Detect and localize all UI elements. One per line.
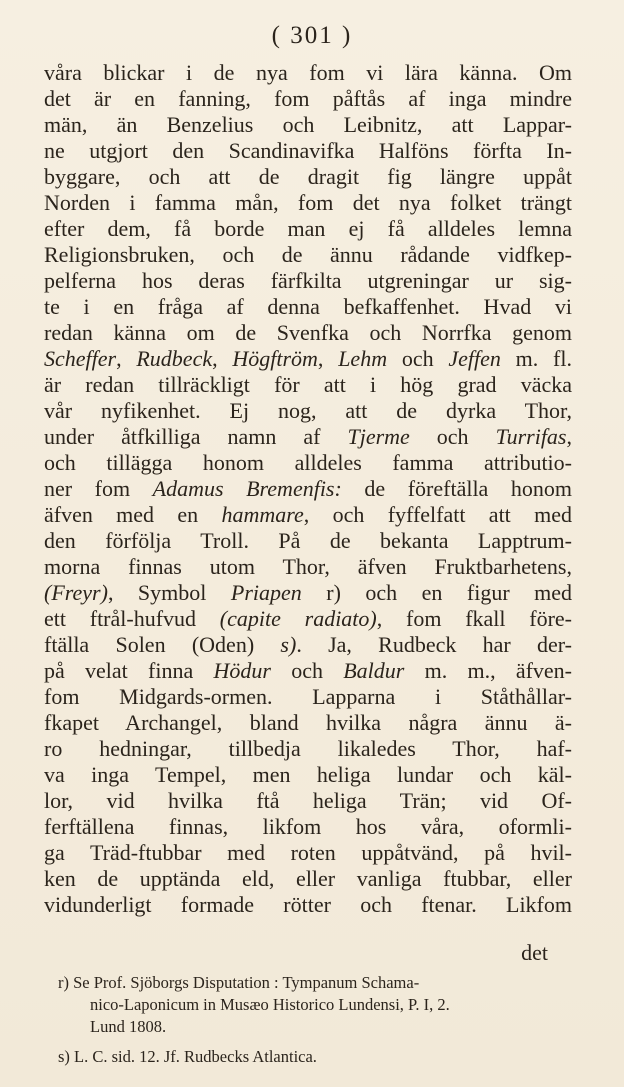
page-number: ( 301 )	[271, 22, 353, 49]
text-line: ro hedningar, tillbedja likaledes Thor, haf-	[44, 736, 572, 761]
text-line: va inga Tempel, men heliga lundar och käl-	[44, 762, 572, 787]
text-line: ga Träd-ftubbar med roten uppåtvänd, på hvil-	[44, 840, 572, 865]
footnote-r-cont: nico-Laponicum in Musæo Historico Lundensi, P. I, 2.	[90, 995, 450, 1014]
text-line: (Freyr), Symbol Priapen r) och en figur med	[44, 580, 572, 605]
text-line: den förfölja Troll. På de bekanta Lapptrum-	[44, 528, 572, 553]
author-name: Jeffen	[448, 346, 501, 371]
text-line: fom Midgards-ormen. Lapparna i Ståthållar-	[44, 684, 572, 709]
text-line: ner fom Adamus Bremenfis: de föreftälla honom	[44, 476, 572, 501]
italic-term: Baldur	[343, 658, 405, 683]
catchword: det	[521, 940, 548, 965]
text-line: pelferna hos deras färfkilta utgreningar ur sig-	[44, 268, 572, 293]
italic-term: (capite radiato)	[219, 606, 377, 631]
italic-term: Turrifas	[495, 424, 567, 449]
text-line-authors: Scheffer, Rudbeck, Högftröm, Lehm och Jeffen m. fl.	[44, 346, 572, 371]
italic-term: Tjerme	[347, 424, 410, 449]
footnote-r: r) Se Prof. Sjöborgs Disputation : Tympanum Schama-	[58, 973, 420, 992]
text-line: ne utgjort den Scandinavifka Halföns förfta In-	[44, 138, 572, 163]
author-name: Högftröm	[232, 346, 318, 371]
text-line: fkapet Archangel, bland hvilka några ännu ä-	[44, 710, 572, 735]
text-line: ken de upptända eld, eller vanliga ftubbar, eller	[44, 866, 572, 891]
text-line: det är en fanning, fom påftås af inga mindre	[44, 86, 572, 111]
italic-term: Hödur	[213, 658, 271, 683]
italic-term: (Freyr)	[44, 580, 108, 605]
text-line: byggare, och att de dragit fig längre uppåt	[44, 164, 572, 189]
text-line: män, än Benzelius och Leibnitz, att Lappar-	[44, 112, 572, 137]
text-line: ferftällena finnas, likfom hos våra, oformli-	[44, 814, 572, 839]
text-line: redan känna om de Svenfka och Norrfka genom	[44, 320, 572, 345]
author-name: Scheffer	[44, 346, 117, 371]
footnote-ref: s)	[280, 632, 297, 657]
text-line: på velat finna Hödur och Baldur m. m., äfven-	[44, 658, 572, 683]
text-line: vidunderligt formade rötter och ftenar. Likfom	[44, 892, 572, 917]
text-line: efter dem, få borde man ej få alldeles lemna	[44, 216, 572, 241]
text-line: och tillägga honom alldeles famma attributio-	[44, 450, 572, 475]
text-line: under åtfkilliga namn af Tjerme och Turrifas,	[44, 424, 572, 449]
footnotes	[58, 972, 572, 1068]
text-line: ftälla Solen (Oden) s). Ja, Rudbeck har der-	[44, 632, 572, 657]
footnote-r-cont: Lund 1808.	[90, 1017, 167, 1036]
text-line: lor, vid hvilka ftå heliga Trän; vid Of-	[44, 788, 572, 813]
italic-term: Priapen	[230, 580, 302, 605]
italic-term: hammare	[221, 502, 304, 527]
text-line: Norden i famma mån, fom det nya folket trängt	[44, 190, 572, 215]
text-line: vår nyfikenhet. Ej nog, att de dyrka Thor,	[44, 398, 572, 423]
text-line: morna finnas utom Thor, äfven Fruktbarhetens,	[44, 554, 572, 579]
text-line: te i en fråga af denna befkaffenhet. Hvad vi	[44, 294, 572, 319]
author-name: Lehm	[338, 346, 388, 371]
text-line: ett ftrål-hufvud (capite radiato), fom fkall före-	[44, 606, 572, 631]
text-line: är redan tillräckligt för att i hög grad väcka	[44, 372, 572, 397]
italic-term: Adamus Bremenfis:	[152, 476, 342, 501]
footnote-s: s) L. C. sid. 12. Jf. Rudbecks Atlantica.	[58, 1047, 317, 1066]
text-line: våra blickar i de nya fom vi lära känna. Om	[44, 60, 572, 85]
text-line: äfven med en hammare, och fyffelfatt att med	[44, 502, 572, 527]
text-line: Religionsbruken, och de ännu rådande vidfkep-	[44, 242, 572, 267]
body-text	[44, 60, 572, 918]
author-name: Rudbeck	[136, 346, 213, 371]
